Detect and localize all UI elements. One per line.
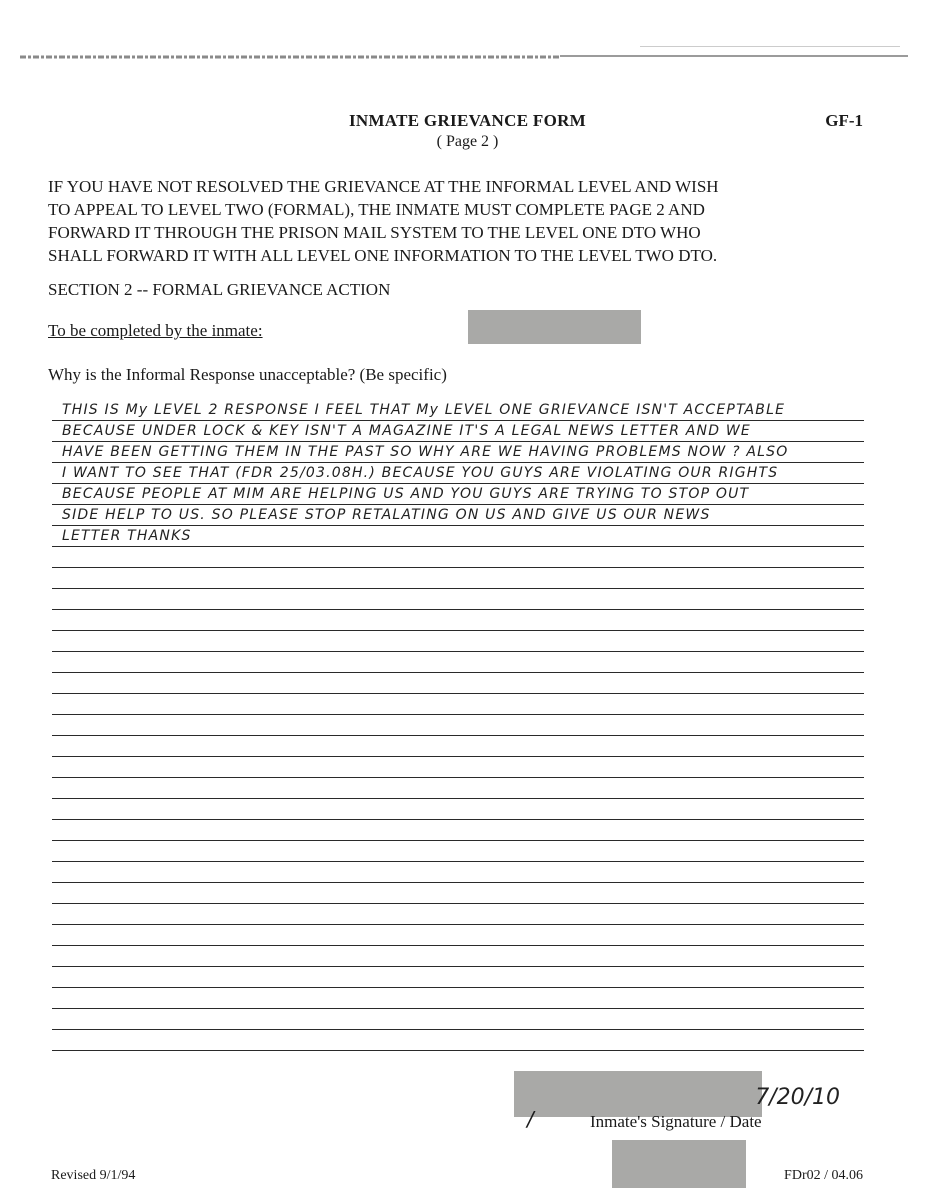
form-code: GF-1 xyxy=(825,111,863,130)
blank-line xyxy=(52,736,864,757)
blank-line xyxy=(52,988,864,1009)
response-line: HAVE BEEN GETTING THEM IN THE PAST SO WHY ARE WE HAVING PROBLEMS NOW ? ALSO xyxy=(52,442,864,463)
blank-line xyxy=(52,589,864,610)
instruction-line: SHALL FORWARD IT WITH ALL LEVEL ONE INFORMATION TO THE LEVEL TWO DTO. xyxy=(48,246,718,265)
blank-line xyxy=(52,757,864,778)
blank-line xyxy=(52,631,864,652)
blank-line xyxy=(52,841,864,862)
blank-line xyxy=(52,673,864,694)
redacted-inmate-info xyxy=(468,310,641,344)
blank-line xyxy=(52,610,864,631)
blank-line xyxy=(52,967,864,988)
response-lines xyxy=(52,400,864,1060)
response-line: LETTER THANKS xyxy=(52,526,864,547)
signature-label: Inmate's Signature / Date xyxy=(590,1112,762,1131)
blank-line xyxy=(52,946,864,967)
blank-line xyxy=(52,715,864,736)
form-number: FDr02 / 04.06 xyxy=(784,1168,863,1183)
completed-by-label: To be completed by the inmate: xyxy=(48,321,263,340)
blank-line xyxy=(52,883,864,904)
blank-line xyxy=(52,862,864,883)
blank-line xyxy=(52,652,864,673)
page-indicator: ( Page 2 ) xyxy=(436,133,499,150)
scan-artifact-strip xyxy=(0,46,935,64)
instruction-line: FORWARD IT THROUGH THE PRISON MAIL SYSTEM TO THE LEVEL ONE DTO WHO xyxy=(48,223,701,242)
blank-line xyxy=(52,547,864,568)
signature-mark: / xyxy=(527,1107,534,1131)
response-line: BECAUSE PEOPLE AT MIM ARE HELPING US AND YOU GUYS ARE TRYING TO STOP OUT xyxy=(52,484,864,505)
blank-line xyxy=(52,694,864,715)
blank-line xyxy=(52,568,864,589)
redacted-footer-info xyxy=(612,1140,746,1188)
blank-line xyxy=(52,799,864,820)
redacted-signature xyxy=(514,1071,762,1117)
blank-line xyxy=(52,820,864,841)
response-line: BECAUSE UNDER LOCK & KEY ISN'T A MAGAZINE IT'S A LEGAL NEWS LETTER AND WE xyxy=(52,421,864,442)
response-line: THIS IS My LEVEL 2 RESPONSE I FEEL THAT My LEVEL ONE GRIEVANCE ISN'T ACCEPTABLE xyxy=(52,400,864,421)
instructions-block xyxy=(48,175,868,267)
question-label: Why is the Informal Response unacceptable? (Be specific) xyxy=(48,365,447,384)
section-heading: SECTION 2 -- FORMAL GRIEVANCE ACTION xyxy=(48,280,391,299)
blank-line xyxy=(52,778,864,799)
response-line: SIDE HELP TO US. SO PLEASE STOP RETALATING ON US AND GIVE US OUR NEWS xyxy=(52,505,864,526)
blank-line xyxy=(52,1030,864,1051)
instruction-line: TO APPEAL TO LEVEL TWO (FORMAL), THE INMATE MUST COMPLETE PAGE 2 AND xyxy=(48,200,705,219)
instruction-line: IF YOU HAVE NOT RESOLVED THE GRIEVANCE AT THE INFORMAL LEVEL AND WISH xyxy=(48,177,719,196)
blank-line xyxy=(52,925,864,946)
blank-line xyxy=(52,904,864,925)
revised-date: Revised 9/1/94 xyxy=(51,1168,136,1183)
response-line: I WANT TO SEE THAT (FDR 25/03.08H.) BECAUSE YOU GUYS ARE VIOLATING OUR RIGHTS xyxy=(52,463,864,484)
blank-line xyxy=(52,1009,864,1030)
form-title: INMATE GRIEVANCE FORM xyxy=(348,111,587,130)
signature-date: 7/20/10 xyxy=(755,1085,840,1110)
